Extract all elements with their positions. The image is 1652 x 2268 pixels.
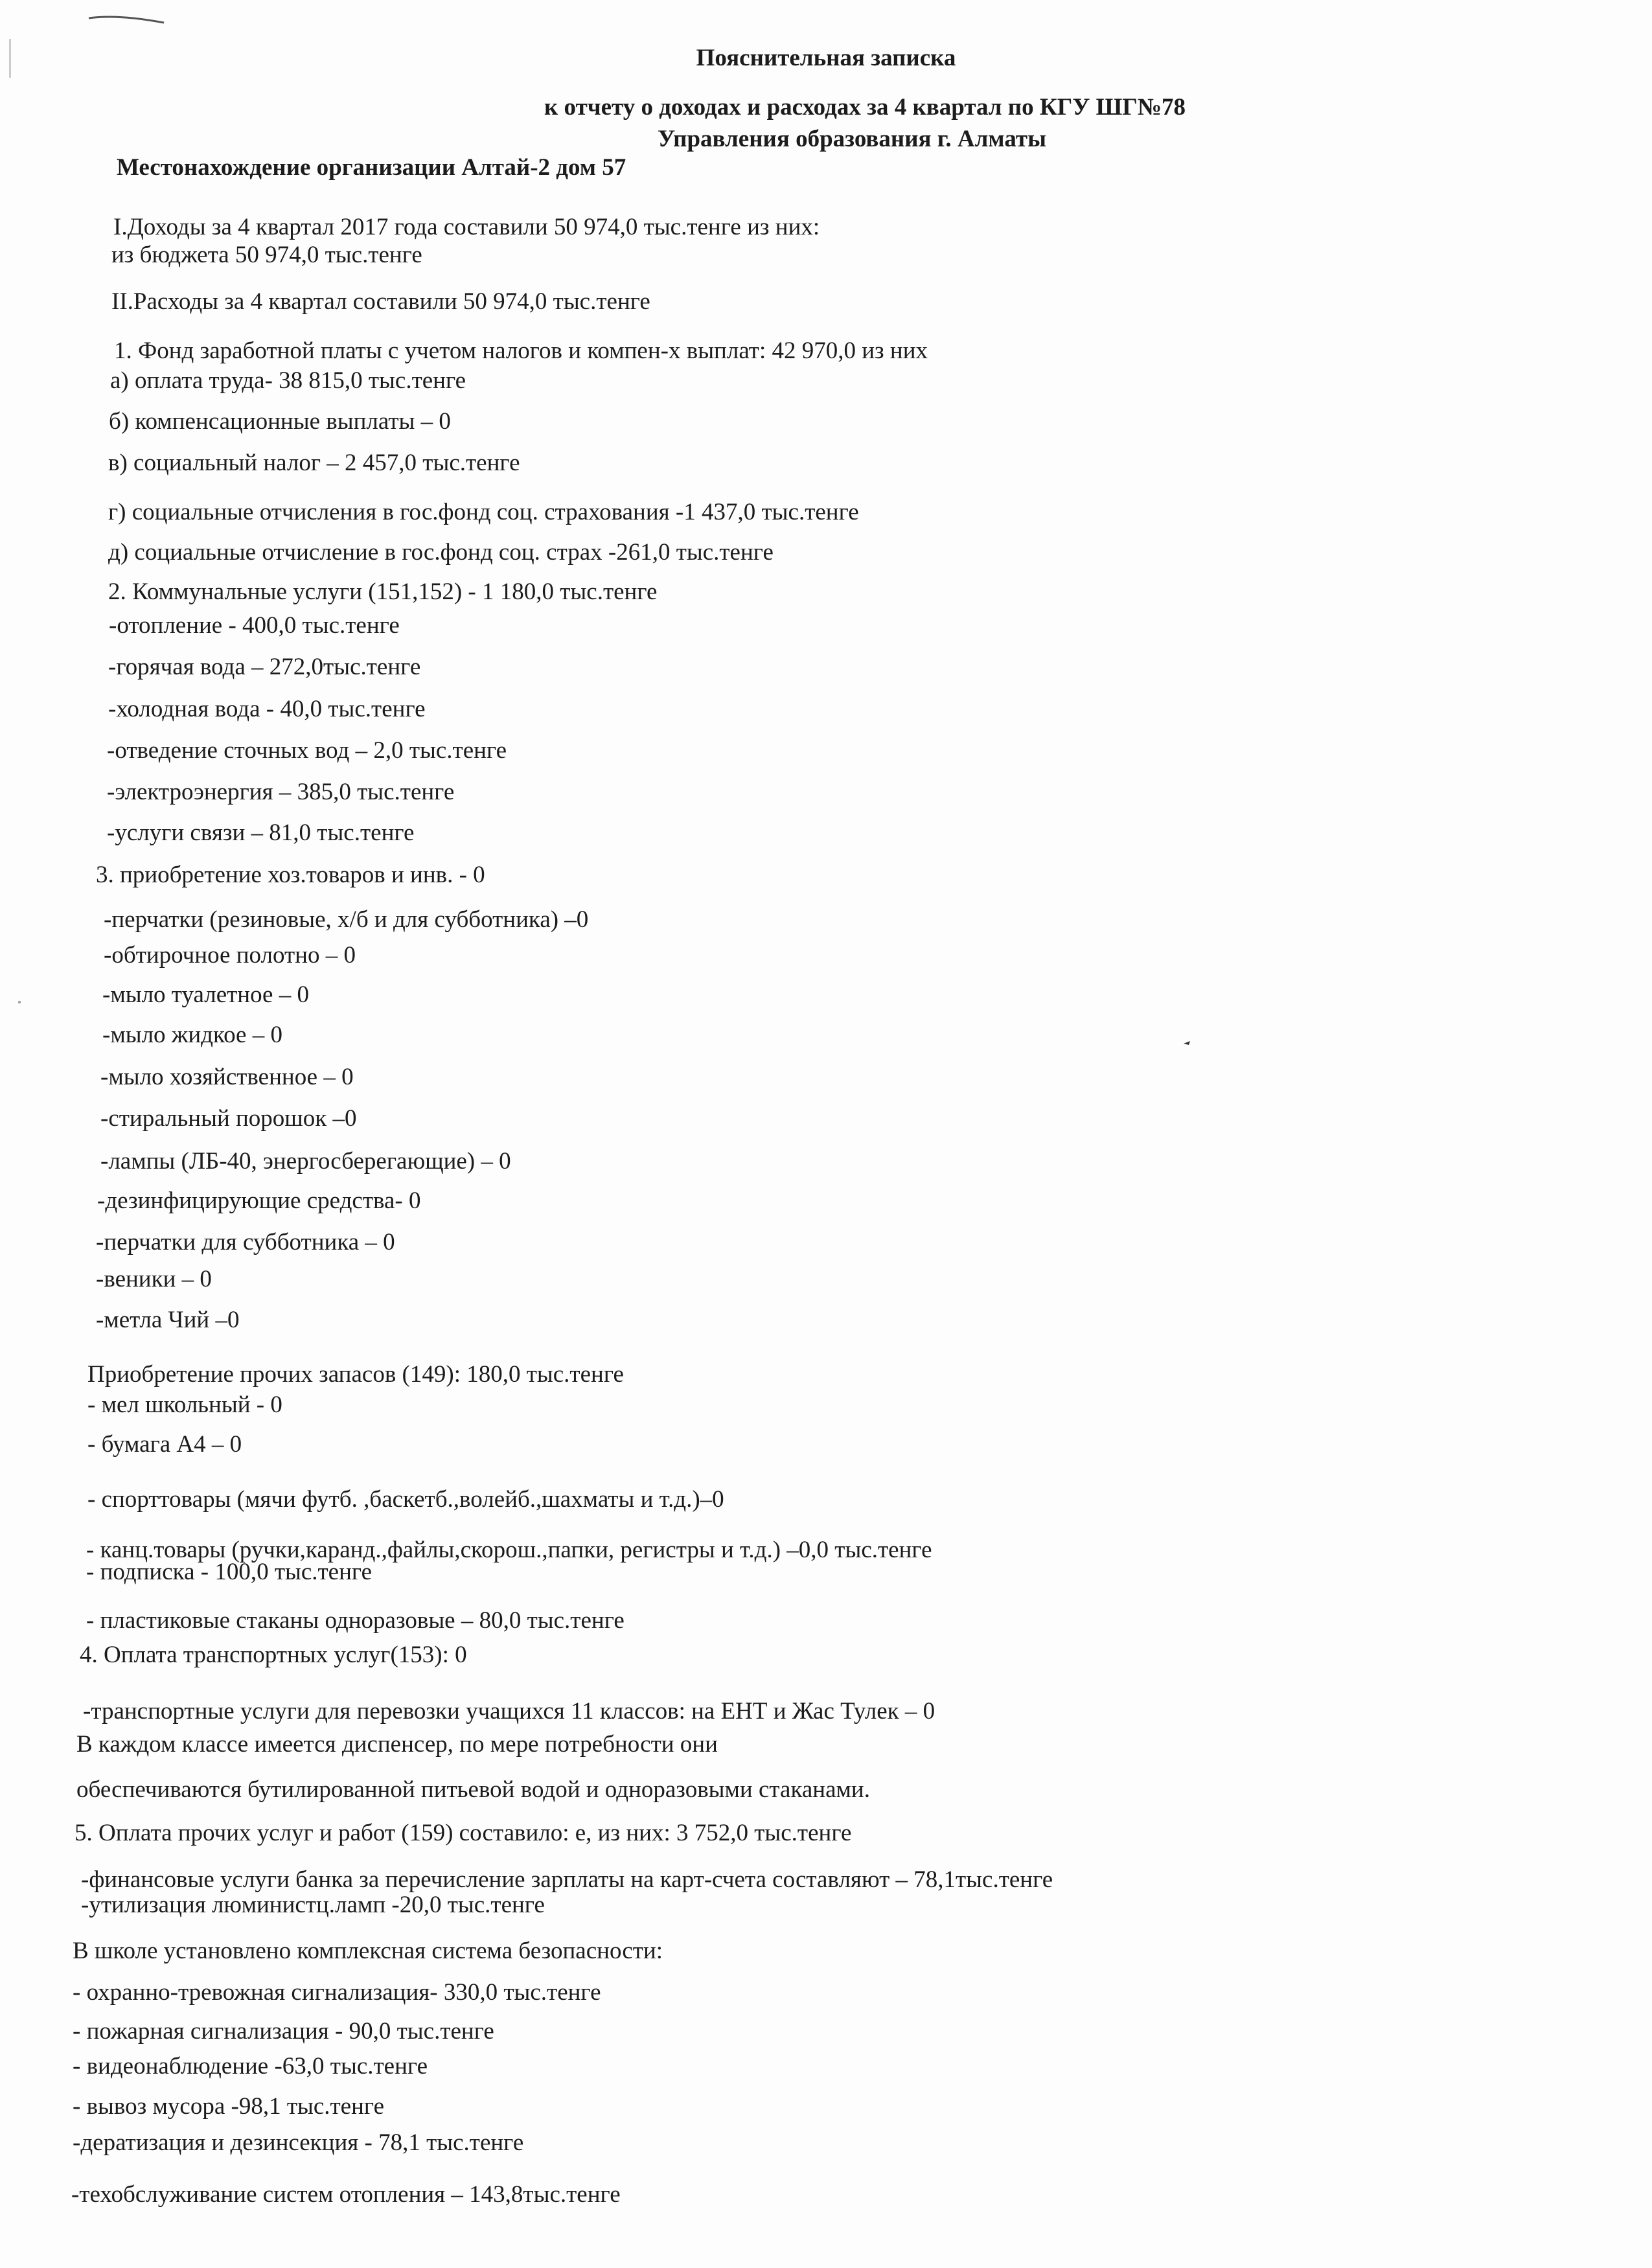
text-line: -обтирочное полотно – 0 (104, 942, 356, 968)
text-line: I.Доходы за 4 квартал 2017 года составили 50 974,0 тыс.тенге из них: (113, 214, 820, 240)
text-line: 3. приобретение хоз.товаров и инв. - 0 (96, 862, 485, 888)
text-line: - подписка - 100,0 тыс.тенге (86, 1559, 373, 1585)
text-line: -транспортные услуги для перевозки учащихся 11 классов: на ЕНТ и Жас Тулек – 0 (83, 1698, 935, 1724)
text-line: В каждом классе имеется диспенсер, по мере потребности они (76, 1731, 718, 1758)
page-subtitle: к отчету о доходах и расходах за 4 квартал по КГУ ШГ№78 (544, 94, 1186, 120)
text-line: Приобретение прочих запасов (149): 180,0 тыс.тенге (87, 1361, 624, 1388)
department-name: Управления образования г. Алматы (658, 126, 1046, 152)
text-line: -мыло туалетное – 0 (102, 981, 309, 1008)
text-line: -электроэнергия – 385,0 тыс.тенге (107, 779, 455, 805)
ink-speck-mark (1183, 1040, 1191, 1046)
text-line: - пластиковые стаканы одноразовые – 80,0 тыс.тенге (86, 1607, 625, 1634)
pen-stroke-mark (87, 14, 165, 25)
text-line: - спорттовары (мячи футб. ,баскетб.,волейб.,шахматы и т.д.)–0 (87, 1486, 724, 1513)
text-line: -лампы (ЛБ-40, энергосберегающие) – 0 (100, 1148, 511, 1174)
dust-speck-mark (18, 1001, 21, 1003)
text-line: -отопление - 400,0 тыс.тенге (109, 612, 400, 639)
text-line: -финансовые услуги банка за перечисление зарплаты на карт-счета составляют – 78,1тыс.тенге (81, 1866, 1053, 1893)
text-line: а) оплата труда- 38 815,0 тыс.тенге (110, 367, 466, 394)
text-line: в) социальный налог – 2 457,0 тыс.тенге (108, 450, 520, 476)
text-line: - видеонаблюдение -63,0 тыс.тенге (73, 2053, 428, 2079)
text-line: - вывоз мусора -98,1 тыс.тенге (73, 2093, 385, 2120)
text-line: - охранно-тревожная сигнализация- 330,0 тыс.тенге (73, 1979, 601, 2006)
text-line: г) социальные отчисления в гос.фонд соц. страхования -1 437,0 тыс.тенге (108, 499, 859, 525)
text-line: -дератизация и дезинсекция - 78,1 тыс.тенге (73, 2129, 524, 2156)
text-line: 2. Коммунальные услуги (151,152) - 1 180,0 тыс.тенге (108, 578, 658, 605)
text-line: - бумага А4 – 0 (87, 1431, 242, 1458)
page-title: Пояснительная записка (696, 45, 956, 71)
text-line: -стиральный порошок –0 (100, 1105, 357, 1132)
text-line: д) социальные отчисление в гос.фонд соц. страх -261,0 тыс.тенге (108, 539, 774, 566)
text-line: 4. Оплата транспортных услуг(153): 0 (80, 1642, 467, 1668)
text-line: -отведение сточных вод – 2,0 тыс.тенге (107, 737, 507, 764)
text-line: В школе установлено комплексная система безопасности: (73, 1938, 663, 1964)
text-line: - канц.товары (ручки,каранд.,файлы,скорош.,папки, регистры и т.д.) –0,0 тыс.тенге (86, 1537, 932, 1563)
text-line: -метла Чий –0 (96, 1307, 240, 1333)
text-line: из бюджета 50 974,0 тыс.тенге (111, 242, 422, 268)
text-line: 1. Фонд заработной платы с учетом налогов и компен-х выплат: 42 970,0 из них (114, 338, 928, 364)
text-line: - пожарная сигнализация - 90,0 тыс.тенге (73, 2018, 494, 2045)
text-line: -холодная вода - 40,0 тыс.тенге (108, 696, 426, 722)
text-line: -дезинфицирующие средства- 0 (97, 1187, 421, 1214)
text-line: -услуги связи – 81,0 тыс.тенге (107, 819, 415, 846)
text-line: -веники – 0 (96, 1266, 212, 1292)
organization-location: Местонахождение организации Алтай-2 дом 57 (117, 154, 626, 181)
text-line: -перчатки (резиновые, х/б и для субботника) –0 (104, 906, 589, 933)
text-line: -техобслуживание систем отопления – 143,8тыс.тенге (71, 2181, 621, 2208)
text-line: II.Расходы за 4 квартал составили 50 974,0 тыс.тенге (111, 288, 650, 315)
text-line: 5. Оплата прочих услуг и работ (159) составило: е, из них: 3 752,0 тыс.тенге (75, 1820, 852, 1846)
text-line: - мел школьный - 0 (87, 1392, 282, 1418)
text-line: -горячая вода – 272,0тыс.тенге (108, 654, 421, 680)
text-line: -мыло жидкое – 0 (102, 1022, 282, 1048)
text-line: б) компенсационные выплаты – 0 (109, 408, 451, 435)
text-line: -перчатки для субботника – 0 (96, 1229, 395, 1255)
text-line: -мыло хозяйственное – 0 (100, 1064, 354, 1090)
text-line: -утилизация люминистц.ламп -20,0 тыс.тенге (81, 1892, 545, 1918)
text-line: обеспечиваются бутилированной питьевой водой и одноразовыми стаканами. (76, 1776, 870, 1803)
